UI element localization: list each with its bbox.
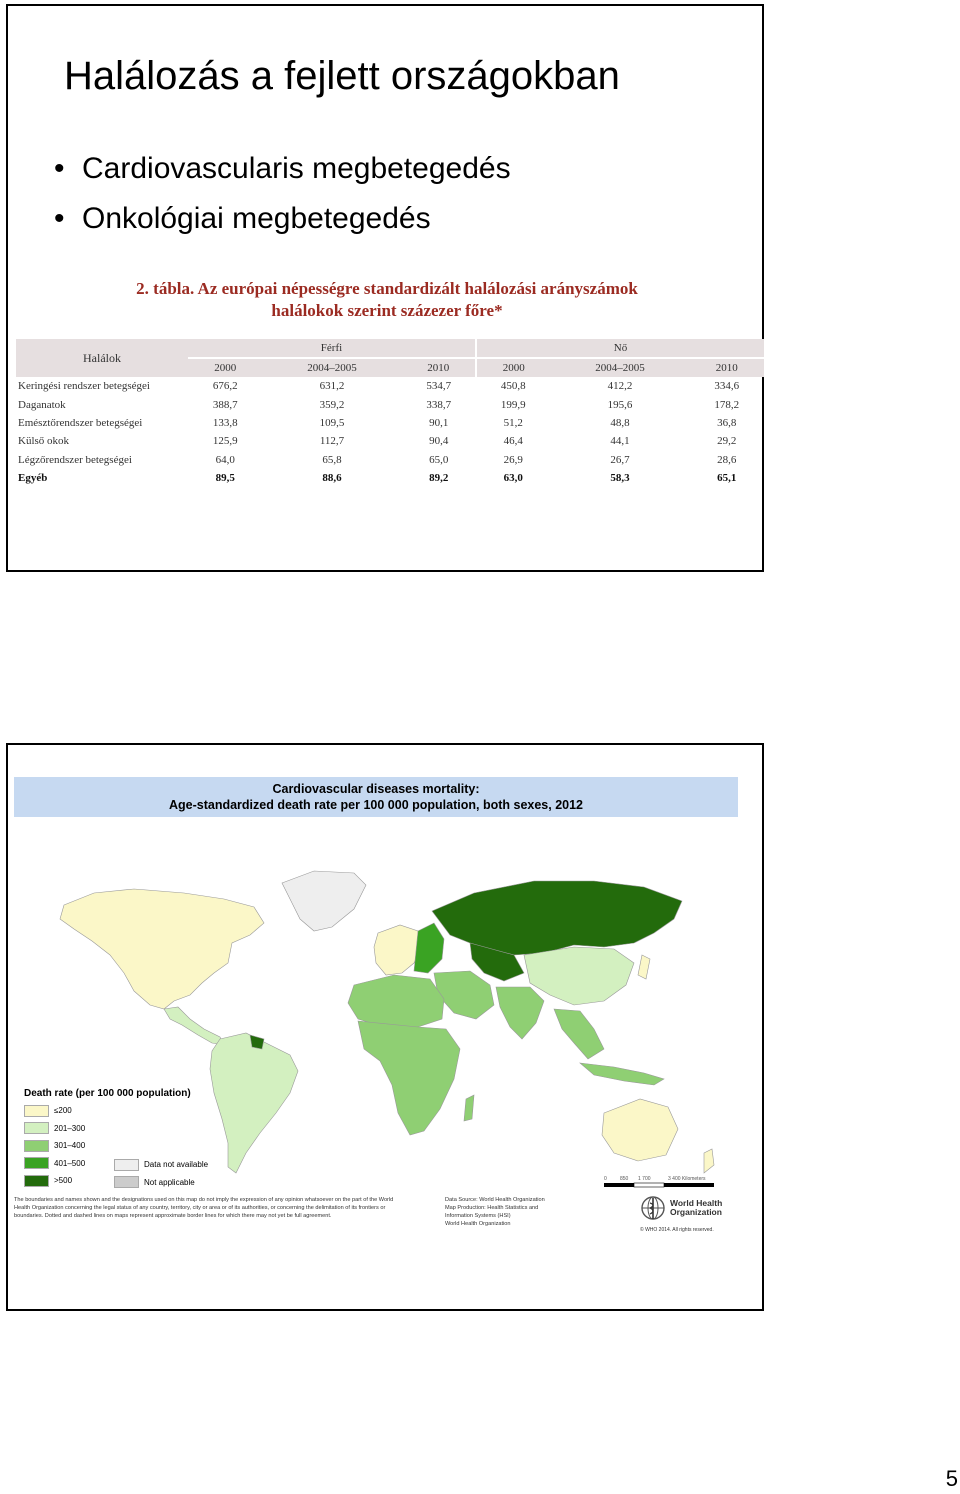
map-region-new-zealand <box>704 1149 714 1173</box>
year-header: 2004–2005 <box>263 358 402 377</box>
value-cell: 112,7 <box>319 435 345 448</box>
legend-label: 201–300 <box>54 1123 86 1133</box>
value-cell: 65,1 <box>717 472 737 485</box>
map-region-guyana <box>250 1035 264 1049</box>
map-region-north-america <box>60 889 264 1009</box>
source-line: Information Systems (HSI) <box>445 1213 511 1219</box>
legend-label: 301–400 <box>54 1141 86 1151</box>
value-cell: 65,0 <box>429 453 449 466</box>
bullet-list <box>54 144 511 244</box>
year-header: 2004–2005 <box>551 358 690 377</box>
map-region-eastern-europe <box>414 923 444 973</box>
legend-label: ≤200 <box>54 1106 72 1116</box>
value-cell: 338,7 <box>426 398 452 411</box>
legend-item <box>114 1174 208 1192</box>
table-caption-line-2: halálokok szerint százezer főre* <box>271 301 503 320</box>
table-row <box>16 432 764 450</box>
value-cell: 64,0 <box>215 453 235 466</box>
value-cell: 133,8 <box>212 416 238 429</box>
map-region-central-america <box>164 1007 224 1045</box>
legend-item <box>24 1120 191 1138</box>
legend-label: Not applicable <box>144 1177 195 1187</box>
table-body <box>16 377 764 487</box>
map-region-south-asia <box>496 987 544 1039</box>
map-region-russia <box>432 881 682 955</box>
table-row <box>16 469 764 487</box>
map-region-madagascar <box>464 1095 474 1121</box>
map-region-sub-saharan-africa <box>358 1021 460 1135</box>
cause-header: Halálok <box>16 339 188 377</box>
value-cell: 26,7 <box>610 453 630 466</box>
legend-swatch <box>24 1157 49 1169</box>
who-name-line-1: World Health <box>670 1198 723 1208</box>
year-header: 2000 <box>188 358 263 377</box>
cause-cell: Emésztőrendszer betegségei <box>18 416 143 429</box>
cause-cell: Keringési rendszer betegségei <box>18 380 150 393</box>
map-region-china <box>524 947 634 1005</box>
who-name-line-2: Organization <box>670 1207 722 1217</box>
legend-label: 401–500 <box>54 1158 86 1168</box>
legend-other-items <box>114 1156 208 1191</box>
who-name <box>670 1199 722 1217</box>
value-cell: 676,2 <box>212 380 238 393</box>
table-caption <box>8 278 766 322</box>
slide-2 <box>6 743 764 1311</box>
value-cell: 199,9 <box>500 398 526 411</box>
value-cell: 178,2 <box>714 398 740 411</box>
cause-cell: Daganatok <box>18 398 66 411</box>
map-title-line-1: Cardiovascular diseases mortality: <box>272 782 480 796</box>
table-caption-line-1: 2. tábla. Az európai népességre standardizált halálozási arányszámok <box>136 279 638 298</box>
value-cell: 534,7 <box>426 380 452 393</box>
year-header: 2010 <box>401 358 476 377</box>
group-header-male: Férfi <box>188 339 476 358</box>
bullet-oncology: • Onkológiai megbetegedés <box>54 194 511 244</box>
table-row <box>16 377 764 395</box>
value-cell: 51,2 <box>503 416 523 429</box>
value-cell: 388,7 <box>212 398 238 411</box>
scale-label: 1 700 <box>638 1176 651 1182</box>
map-region-greenland <box>282 871 366 931</box>
value-cell: 46,4 <box>503 435 523 448</box>
value-cell: 359,2 <box>319 398 345 411</box>
legend-swatch <box>114 1159 139 1171</box>
legend-swatch <box>24 1175 49 1187</box>
copyright: © WHO 2014. All rights reserved. <box>640 1227 714 1233</box>
map-region-south-america <box>210 1033 298 1173</box>
value-cell: 90,1 <box>429 416 449 429</box>
value-cell: 44,1 <box>610 435 630 448</box>
value-cell: 334,6 <box>714 380 740 393</box>
legend-title: Death rate (per 100 000 population) <box>24 1088 191 1099</box>
bullet-cardiovascular: • Cardiovascularis megbetegedés <box>54 144 511 194</box>
scale-bar <box>604 1173 724 1191</box>
map-title-line-2: Age-standardized death rate per 100 000 population, both sexes, 2012 <box>168 798 584 812</box>
legend-item <box>24 1102 191 1120</box>
source-line: World Health Organization <box>445 1221 511 1227</box>
scale-label: 850 <box>620 1176 629 1182</box>
legend-swatch <box>24 1122 49 1134</box>
page-number: 5 <box>945 1466 958 1491</box>
value-cell: 48,8 <box>610 416 630 429</box>
legend-swatch <box>114 1176 139 1188</box>
value-cell: 28,6 <box>717 453 737 466</box>
year-header: 2010 <box>689 358 764 377</box>
cause-cell: Légzőrendszer betegségei <box>18 453 132 466</box>
legend-swatch <box>24 1140 49 1152</box>
scale-label: 0 <box>604 1176 607 1182</box>
value-cell: 89,2 <box>429 472 449 485</box>
table-row <box>16 395 764 413</box>
map-title <box>14 777 738 817</box>
cause-cell: Külső okok <box>18 435 70 448</box>
value-cell: 450,8 <box>500 380 526 393</box>
table-row <box>16 451 764 469</box>
group-header-female: Nő <box>476 339 764 358</box>
legend-swatch <box>24 1105 49 1117</box>
value-cell: 89,5 <box>215 472 235 485</box>
value-cell: 26,9 <box>503 453 523 466</box>
map-region-australia <box>602 1099 678 1161</box>
slide-1 <box>6 4 764 572</box>
map-source <box>445 1196 585 1228</box>
mortality-table <box>16 339 764 487</box>
map-region-japan <box>638 955 650 979</box>
value-cell: 412,2 <box>607 380 633 393</box>
who-branding <box>640 1195 750 1233</box>
legend-label: >500 <box>54 1176 73 1186</box>
year-header: 2000 <box>476 358 551 377</box>
value-cell: 125,9 <box>212 435 238 448</box>
legend-label: Data not available <box>144 1160 209 1170</box>
who-logo-row <box>640 1195 750 1221</box>
cause-cell: Egyéb <box>18 472 48 485</box>
value-cell: 63,0 <box>503 472 523 485</box>
value-cell: 631,2 <box>319 380 345 393</box>
value-cell: 88,6 <box>322 472 342 485</box>
value-cell: 36,8 <box>717 416 737 429</box>
who-emblem-icon <box>640 1195 666 1221</box>
legend-item <box>114 1156 208 1174</box>
value-cell: 109,5 <box>319 416 345 429</box>
table-row <box>16 414 764 432</box>
map-region-southeast-asia <box>554 1009 604 1059</box>
map-disclaimer: The boundaries and names shown and the designations used on this map do not imply the expression of any opinion whatsoever on the part of the World Health Organization concerning the legal status of any country, territory, city or area or of its authorities, or concerning the delimitation of its frontiers or boundaries. Dotted and dashed lines on maps represent approximate border lines for which there may not yet be full agreement. <box>14 1197 394 1219</box>
map-region-indonesia <box>580 1063 664 1085</box>
value-cell: 65,8 <box>322 453 342 466</box>
map-region-north-africa <box>348 975 444 1027</box>
scale-bar-graphic <box>604 1173 724 1189</box>
slide-title: Halálozás a fejlett országokban <box>64 54 620 98</box>
value-cell: 58,3 <box>610 472 630 485</box>
source-line: Map Production: Health Statistics and <box>445 1205 539 1211</box>
legend-item <box>24 1137 191 1155</box>
scale-label: 3 400 Kilometers <box>668 1176 706 1182</box>
value-cell: 29,2 <box>717 435 737 448</box>
value-cell: 90,4 <box>429 435 449 448</box>
value-cell: 195,6 <box>607 398 633 411</box>
source-line: Data Source: World Health Organization <box>445 1197 545 1203</box>
